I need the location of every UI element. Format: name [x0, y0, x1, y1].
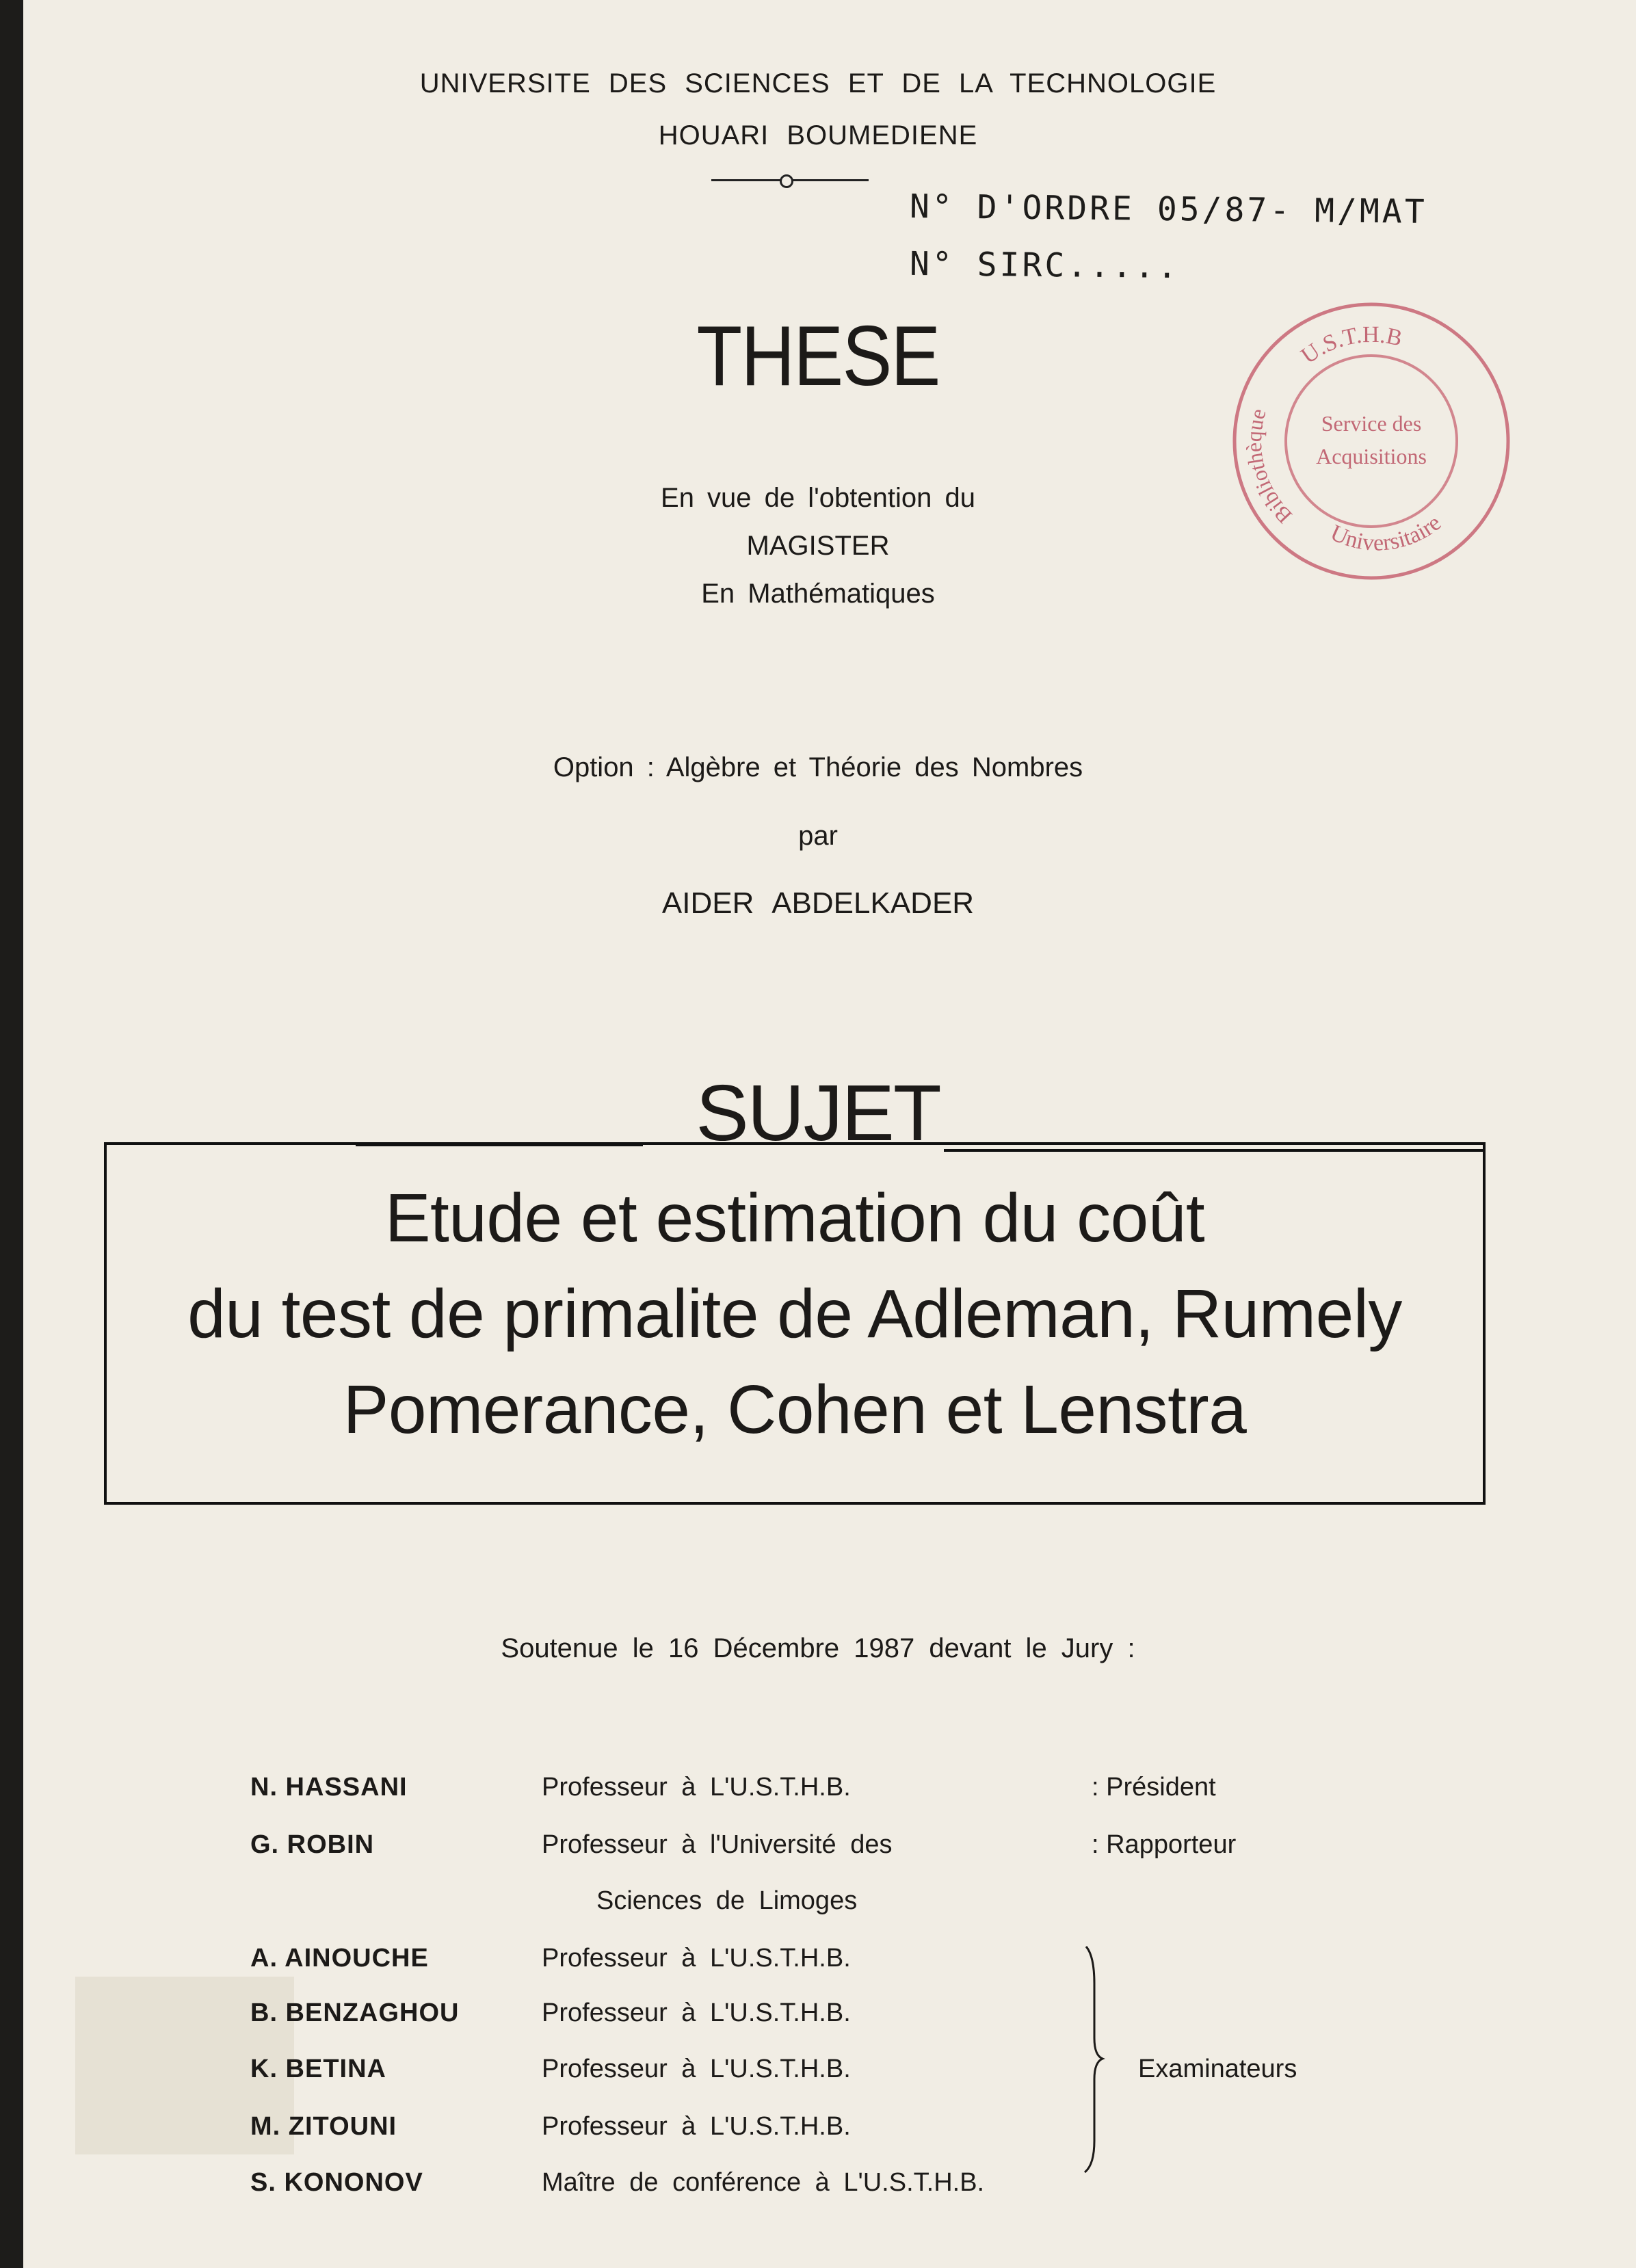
jury-title: Professeur à L'U.S.T.H.B. — [542, 2112, 851, 2141]
stamp-center-line1: Service des — [1321, 411, 1422, 436]
university-name-line2: HOUARI BOUMEDIENE — [658, 120, 978, 150]
jury-title: Professeur à L'U.S.T.H.B. — [542, 1999, 851, 2027]
jury-role-rapporteur: : Rapporteur — [1092, 1830, 1237, 1859]
subject-box — [104, 1142, 1486, 1505]
subject-heading: SUJET — [696, 1068, 940, 1157]
jury-name: N. HASSANI — [250, 1773, 408, 1802]
stamp-center-line2: Acquisitions — [1316, 444, 1427, 469]
header-divider — [711, 179, 869, 181]
subject-line1: Etude et estimation du coût — [384, 1180, 1205, 1256]
jury-title: Professeur à l'Université des — [542, 1830, 893, 1859]
university-name-line1: UNIVERSITE DES SCIENCES ET DE LA TECHNOLOGIE — [419, 68, 1217, 98]
subject-line2: du test de primalite de Adleman, Rumely — [187, 1276, 1402, 1352]
jury-role-president: : Président — [1092, 1773, 1216, 1802]
jury-name: S. KONONOV — [250, 2168, 423, 2197]
jury-title: Maître de conférence à L'U.S.T.H.B. — [542, 2168, 985, 2197]
jury-name: A. AINOUCHE — [250, 1944, 429, 1973]
defense-line: Soutenue le 16 Décembre 1987 devant le Jury : — [501, 1633, 1135, 1663]
par-label: par — [798, 821, 838, 851]
stamp-left-text: Bibliothèque — [1241, 406, 1297, 529]
jury-name: B. BENZAGHOU — [250, 1999, 460, 2027]
sirc-number-handwritten: N° SIRC..... — [909, 244, 1180, 287]
author-name: AIDER ABDELKADER — [661, 886, 975, 920]
jury-name: M. ZITOUNI — [250, 2112, 397, 2141]
jury-name: K. BETINA — [250, 2055, 386, 2083]
examiners-brace — [1081, 1942, 1108, 2175]
stamp-top-text: U.S.T.H.B — [1296, 321, 1405, 369]
jury-title: Professeur à L'U.S.T.H.B. — [542, 1944, 851, 1973]
jury-name: G. ROBIN — [250, 1830, 375, 1859]
subject-line3: Pomerance, Cohen et Lenstra — [343, 1371, 1247, 1448]
purpose-line2: MAGISTER — [746, 531, 890, 561]
examiners-label: Examinateurs — [1138, 2055, 1297, 2083]
purpose-line1: En vue de l'obtention du — [661, 483, 975, 513]
jury-title: Professeur à L'U.S.T.H.B. — [542, 1773, 851, 1802]
jury-title: Professeur à L'U.S.T.H.B. — [542, 2055, 851, 2083]
option-line: Option : Algèbre et Théorie des Nombres — [553, 752, 1083, 782]
purpose-line3: En Mathématiques — [701, 579, 935, 609]
jury-title-continued: Sciences de Limoges — [596, 1886, 858, 1915]
stamp-bottom-text: Universitaire — [1326, 510, 1447, 556]
order-number-handwritten: N° D'ORDRE 05/87- M/MAT — [909, 187, 1427, 231]
thesis-title: THESE — [696, 309, 940, 404]
